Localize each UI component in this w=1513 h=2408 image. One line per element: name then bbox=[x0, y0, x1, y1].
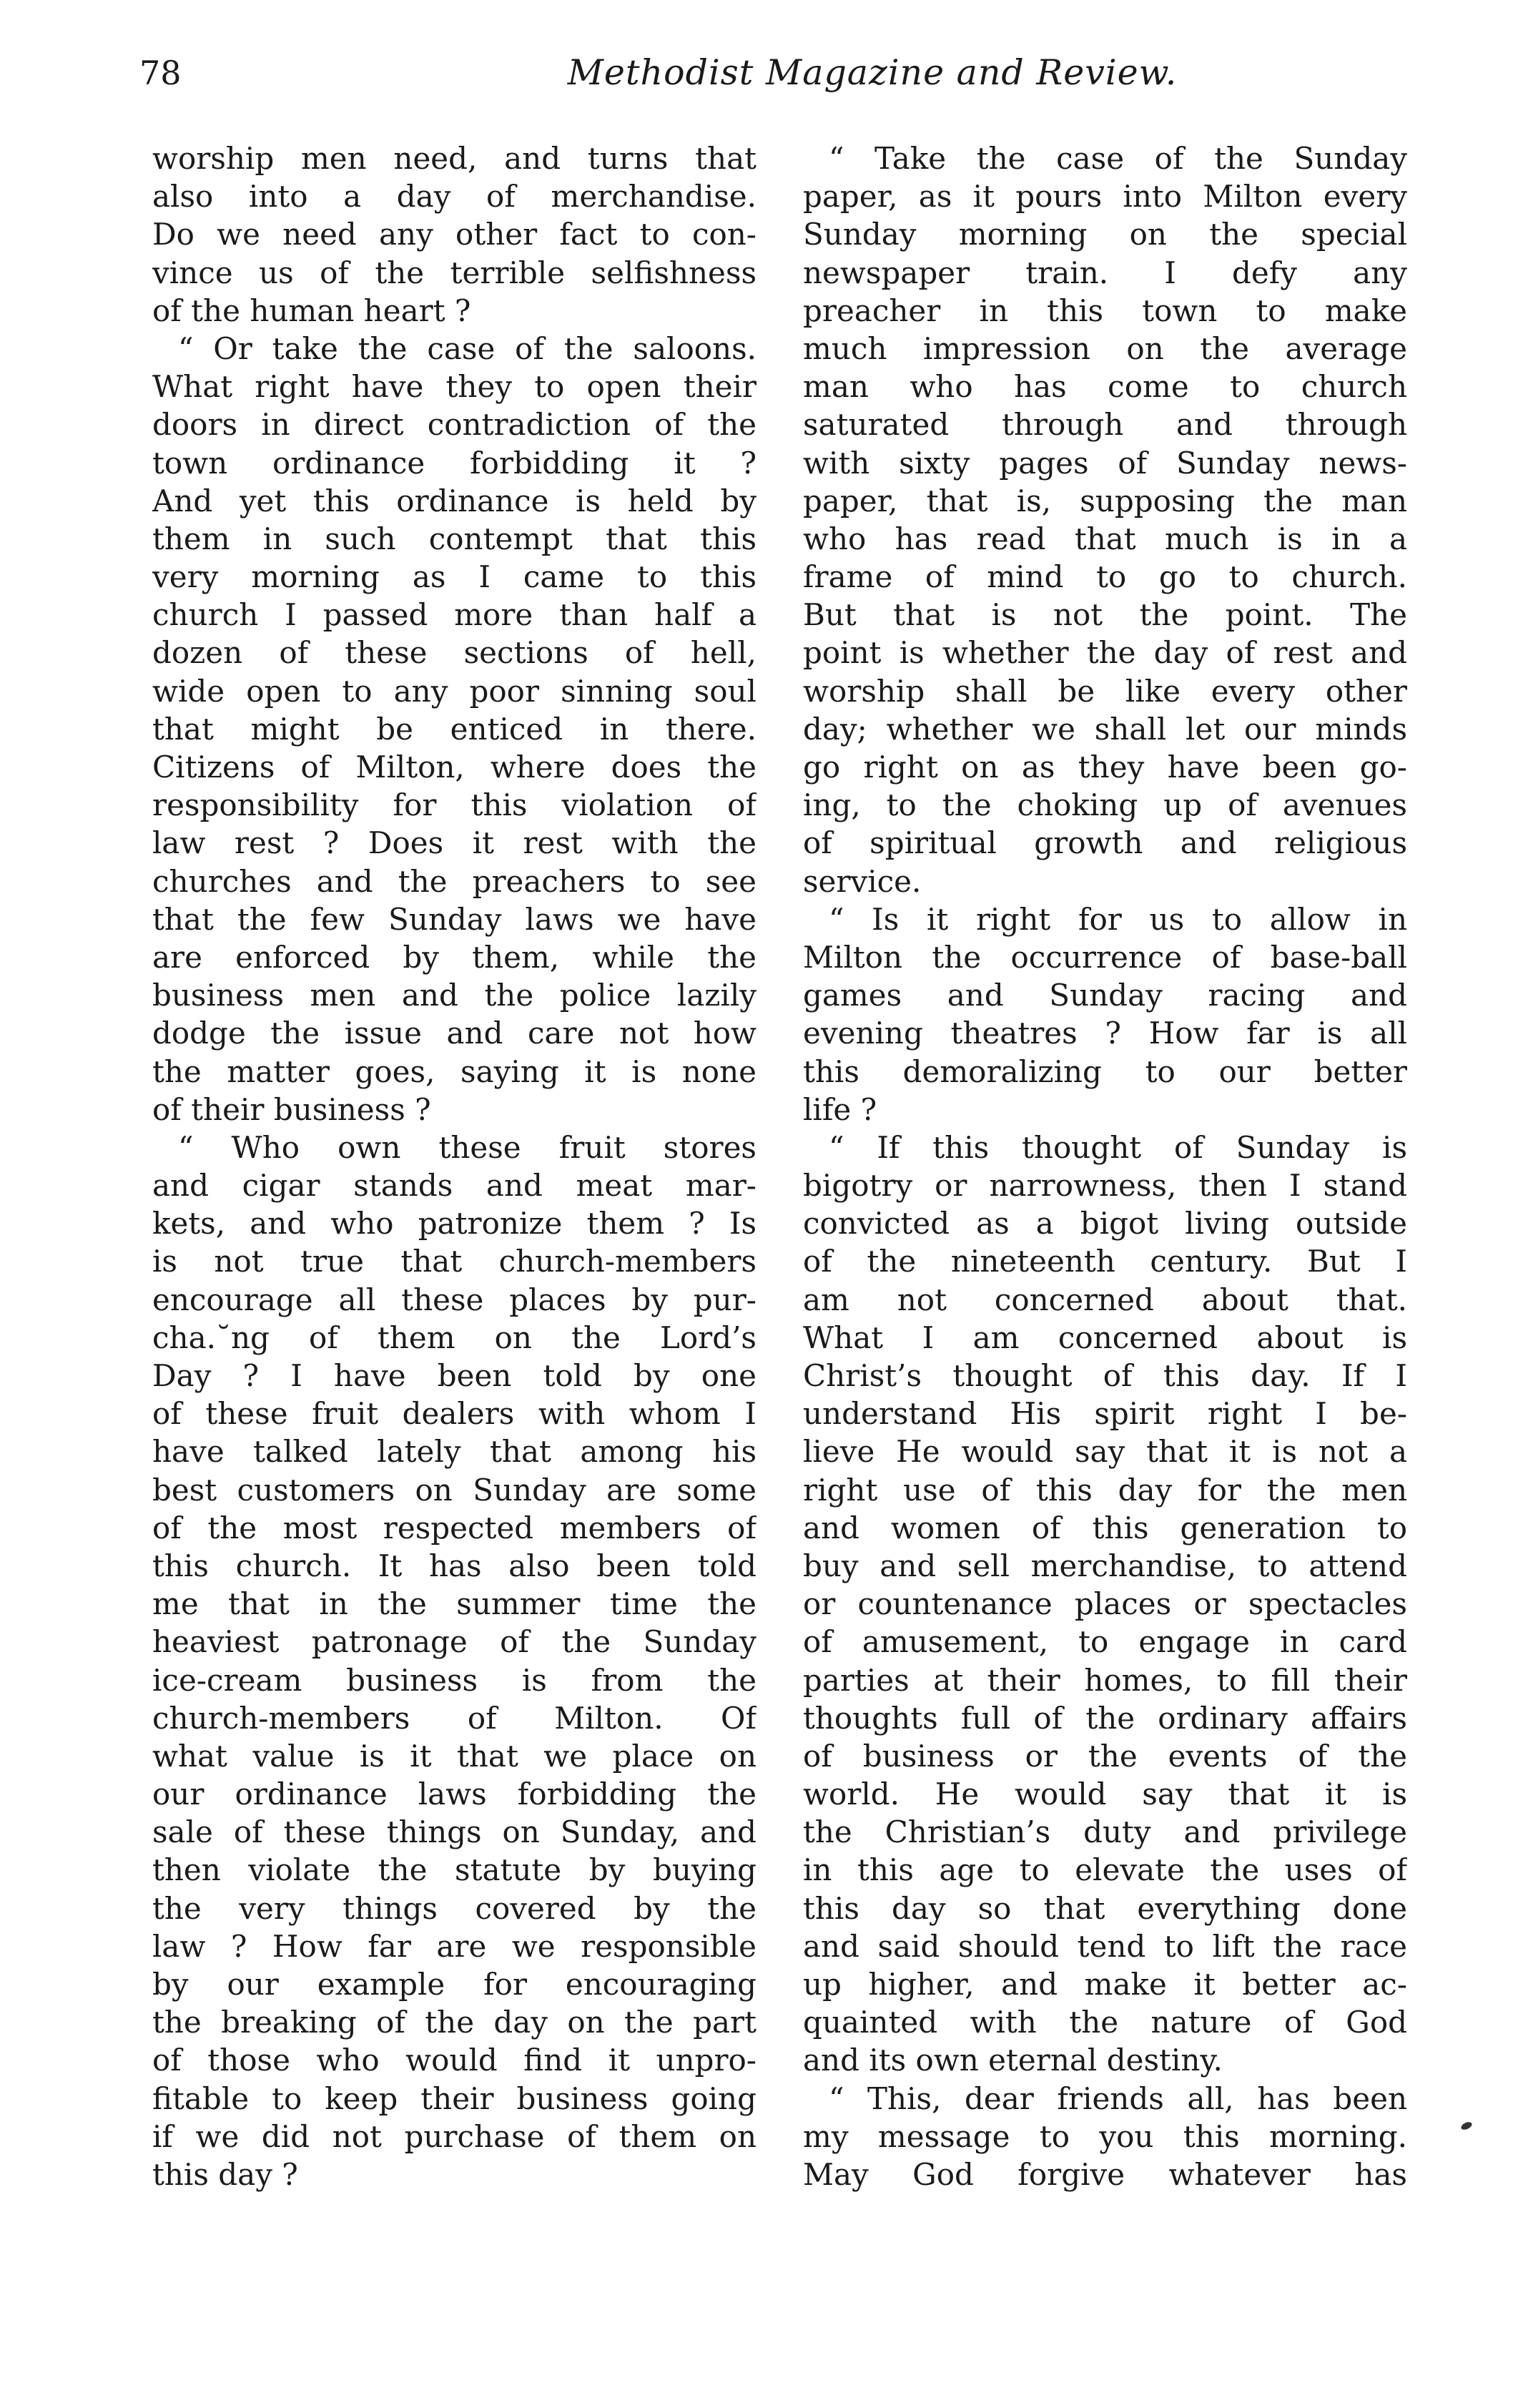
text-line: this day so that everything done bbox=[803, 1890, 1407, 1926]
text-line: my message to you this morning. bbox=[803, 2118, 1407, 2154]
text-line: and its own eternal destiny. bbox=[803, 2043, 1223, 2078]
text-line: “ Take the case of the Sunday bbox=[829, 141, 1407, 176]
text-line: fitable to keep their business going bbox=[152, 2080, 756, 2116]
text-line: and women of this generation to bbox=[803, 1510, 1407, 1545]
text-line: parties at their homes, to fill their bbox=[803, 1662, 1407, 1698]
text-line: who has read that much is in a bbox=[803, 521, 1407, 556]
text-line: churches and the preachers to see bbox=[152, 863, 756, 899]
text-line: with sixty pages of Sunday news- bbox=[803, 445, 1407, 481]
text-line: preacher in this town to make bbox=[803, 293, 1407, 328]
text-line: of their business ? bbox=[152, 1091, 431, 1127]
text-line: service. bbox=[803, 863, 922, 899]
text-line: up higher, and make it better ac- bbox=[803, 1967, 1407, 2002]
text-line: very morning as I came to this bbox=[152, 559, 756, 595]
text-line: our ordinance laws forbidding the bbox=[152, 1776, 756, 1812]
text-line: man who has come to church bbox=[803, 369, 1407, 405]
text-line: church-members of Milton. Of bbox=[152, 1700, 756, 1736]
text-line: much impression on the average bbox=[803, 330, 1407, 366]
text-line: also into a day of merchandise. bbox=[152, 179, 756, 215]
text-line: law ? How far are we responsible bbox=[152, 1928, 756, 1964]
left-text-column bbox=[152, 139, 756, 2193]
text-line: What right have they to open their bbox=[152, 369, 756, 405]
text-line: best customers on Sunday are some bbox=[152, 1472, 756, 1508]
text-line: buy and sell merchandise, to attend bbox=[803, 1548, 1407, 1583]
text-line: May God forgive whatever has bbox=[803, 2156, 1407, 2192]
text-line: dodge the issue and care not how bbox=[152, 1016, 756, 1051]
text-line: that might be enticed in there. bbox=[152, 711, 756, 747]
text-line: point is whether the day of rest and bbox=[803, 635, 1407, 671]
text-line: vince us of the terrible selfishness bbox=[152, 255, 756, 290]
text-line: “ Who own these fruit stores bbox=[178, 1129, 756, 1165]
text-line: day; whether we shall let our minds bbox=[803, 711, 1407, 747]
text-line: in this age to elevate the uses of bbox=[803, 1852, 1407, 1888]
running-title: Methodist Magazine and Review. bbox=[567, 52, 1178, 93]
text-line: of amusement, to engage in card bbox=[803, 1624, 1407, 1660]
text-line: life ? bbox=[803, 1091, 877, 1127]
text-line: the breaking of the day on the part bbox=[152, 2005, 756, 2040]
text-line: business men and the police lazily bbox=[152, 978, 756, 1013]
text-line: But that is not the point. The bbox=[803, 597, 1407, 633]
text-line: have talked lately that among his bbox=[152, 1434, 756, 1470]
text-line: church I passed more than half a bbox=[152, 597, 756, 633]
text-line: if we did not purchase of them on bbox=[152, 2118, 756, 2154]
text-line: of the human heart ? bbox=[152, 293, 471, 328]
text-line: the Christian’s duty and privilege bbox=[803, 1814, 1407, 1850]
text-line: worship men need, and turns that bbox=[152, 141, 756, 176]
text-line: Milton the occurrence of base-ball bbox=[803, 939, 1407, 975]
text-line: paper, that is, supposing the man bbox=[803, 483, 1407, 519]
text-line: Do we need any other fact to con- bbox=[152, 217, 756, 252]
text-line: Citizens of Milton, where does the bbox=[152, 750, 756, 785]
text-line: me that in the summer time the bbox=[152, 1586, 756, 1622]
text-line: Day ? I have been told by one bbox=[152, 1358, 756, 1393]
text-line: heaviest patronage of the Sunday bbox=[152, 1624, 756, 1660]
text-line: Sunday morning on the special bbox=[803, 217, 1407, 252]
text-line: “ Is it right for us to allow in bbox=[829, 901, 1407, 937]
text-line: newspaper train. I defy any bbox=[803, 255, 1407, 290]
text-line: “ This, dear friends all, has been bbox=[829, 2080, 1407, 2116]
text-line: Christ’s thought of this day. If I bbox=[803, 1358, 1407, 1393]
text-line: by our example for encouraging bbox=[152, 1967, 756, 2002]
ink-speck bbox=[1460, 2120, 1473, 2131]
right-text-column bbox=[803, 139, 1407, 2193]
text-line: this day ? bbox=[152, 2156, 298, 2192]
text-line: of the most respected members of bbox=[152, 1510, 756, 1545]
text-line: thoughts full of the ordinary affairs bbox=[803, 1700, 1407, 1736]
text-line: the very things covered by the bbox=[152, 1890, 756, 1926]
text-line: encourage all these places by pur- bbox=[152, 1282, 756, 1317]
text-line: games and Sunday racing and bbox=[803, 978, 1407, 1013]
text-line: go right on as they have been go- bbox=[803, 750, 1407, 785]
text-line: what value is it that we place on bbox=[152, 1738, 756, 1774]
text-line: of spiritual growth and religious bbox=[803, 825, 1407, 861]
text-line: kets, and who patronize them ? Is bbox=[152, 1206, 756, 1242]
text-line: saturated through and through bbox=[803, 407, 1407, 443]
text-line: responsibility for this violation of bbox=[152, 787, 756, 823]
text-line: dozen of these sections of hell, bbox=[152, 635, 756, 671]
text-line: then violate the statute by buying bbox=[152, 1852, 756, 1888]
text-line: ing, to the choking up of avenues bbox=[803, 787, 1407, 823]
text-line: law rest ? Does it rest with the bbox=[152, 825, 756, 861]
text-line: frame of mind to go to church. bbox=[803, 559, 1407, 595]
text-line: And yet this ordinance is held by bbox=[152, 483, 756, 519]
text-line: town ordinance forbidding it ? bbox=[152, 445, 756, 481]
text-line: paper, as it pours into Milton every bbox=[803, 179, 1407, 215]
text-line: “ Or take the case of the saloons. bbox=[178, 330, 756, 366]
text-line: understand His spirit right I be- bbox=[803, 1396, 1407, 1432]
text-line: evening theatres ? How far is all bbox=[803, 1016, 1407, 1051]
text-line: wide open to any poor sinning soul bbox=[152, 673, 756, 709]
text-line: of business or the events of the bbox=[803, 1738, 1407, 1774]
text-line: and cigar stands and meat mar- bbox=[152, 1168, 756, 1204]
text-line: and said should tend to lift the race bbox=[803, 1928, 1407, 1964]
page-header bbox=[139, 44, 1391, 102]
text-line: lieve He would say that it is not a bbox=[803, 1434, 1407, 1470]
text-line: am not concerned about that. bbox=[803, 1282, 1407, 1317]
text-line: the matter goes, saying it is none bbox=[152, 1053, 756, 1089]
text-line: worship shall be like every other bbox=[803, 673, 1407, 709]
text-line: of the nineteenth century. But I bbox=[803, 1244, 1407, 1279]
text-line: right use of this day for the men bbox=[803, 1472, 1407, 1508]
text-line: that the few Sunday laws we have bbox=[152, 901, 756, 937]
text-line: of those who would find it unpro- bbox=[152, 2043, 756, 2078]
text-line: this demoralizing to our better bbox=[803, 1053, 1407, 1089]
text-line: quainted with the nature of God bbox=[803, 2005, 1407, 2040]
text-line: convicted as a bigot living outside bbox=[803, 1206, 1407, 1242]
page-number: 78 bbox=[139, 54, 182, 92]
text-line: or countenance places or spectacles bbox=[803, 1586, 1407, 1622]
text-line: cha.˘ng of them on the Lord’s bbox=[152, 1320, 756, 1355]
text-line: ice-cream business is from the bbox=[152, 1662, 756, 1698]
text-line: world. He would say that it is bbox=[803, 1776, 1407, 1812]
text-line: are enforced by them, while the bbox=[152, 939, 756, 975]
text-line: doors in direct contradiction of the bbox=[152, 407, 756, 443]
text-line: “ If this thought of Sunday is bbox=[829, 1129, 1407, 1165]
text-line: What I am concerned about is bbox=[803, 1320, 1407, 1355]
text-line: of these fruit dealers with whom I bbox=[152, 1396, 756, 1432]
text-line: bigotry or narrowness, then I stand bbox=[803, 1168, 1407, 1204]
text-line: this church. It has also been told bbox=[152, 1548, 756, 1583]
text-line: sale of these things on Sunday, and bbox=[152, 1814, 756, 1850]
text-line: them in such contempt that this bbox=[152, 521, 756, 556]
text-line: is not true that church-members bbox=[152, 1244, 756, 1279]
